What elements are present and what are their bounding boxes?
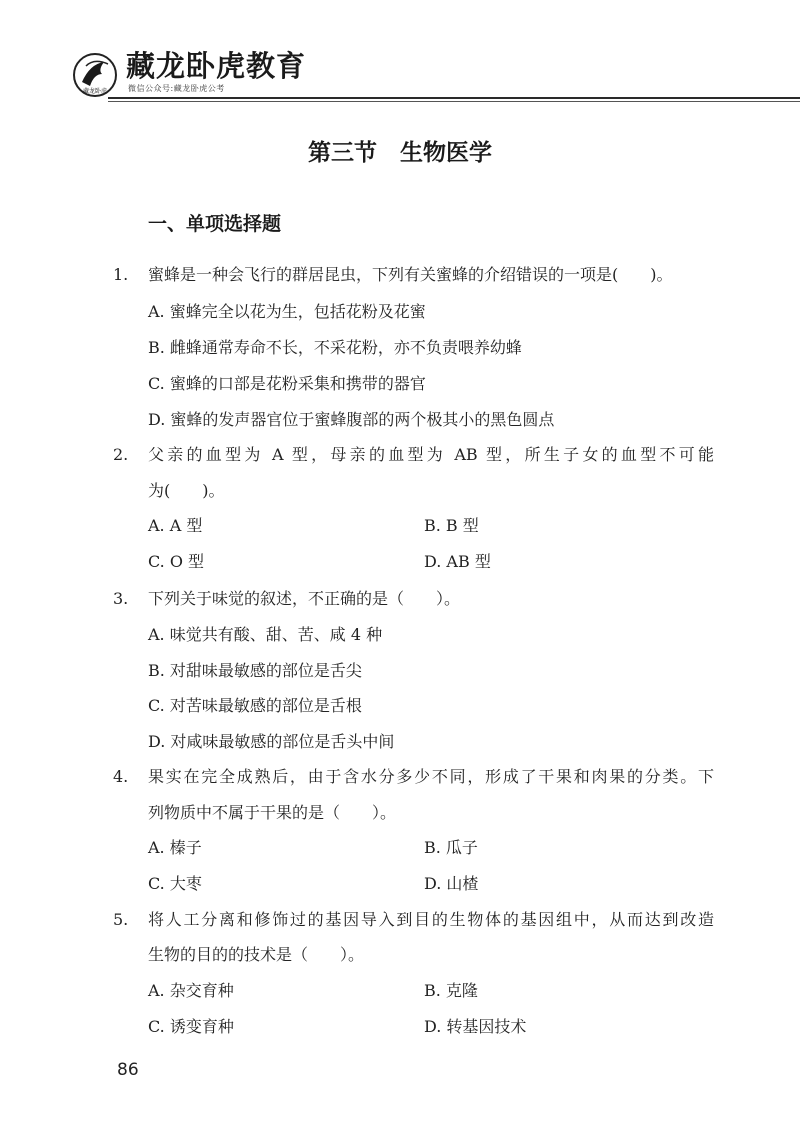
question-number: 5. — [113, 910, 129, 929]
question-text: 下列关于味觉的叙述，不正确的是（ ）。 — [148, 589, 461, 608]
option-c: C. 诱变育种 — [148, 1017, 234, 1036]
option-a: A. 榛子 — [148, 838, 202, 857]
option-a: A. A 型 — [148, 516, 203, 535]
question-number: 3. — [113, 589, 129, 608]
header-rule — [108, 97, 800, 99]
question-text-cont: 为( )。 — [148, 481, 225, 500]
question-number: 2. — [113, 445, 129, 464]
question-text: 将人工分离和修饰过的基因导入到目的生物体的基因组中，从而达到改造 — [148, 910, 714, 929]
option-c: C. O 型 — [148, 552, 205, 571]
option-b: B. B 型 — [424, 516, 479, 535]
question-number: 4. — [113, 767, 129, 786]
option-d: D. 对咸味最敏感的部位是舌头中间 — [148, 732, 395, 751]
option-c: C. 蜜蜂的口部是花粉采集和携带的器官 — [148, 374, 426, 393]
question-text-cont: 列物质中不属于干果的是（ ）。 — [148, 803, 397, 822]
option-c: C. 大枣 — [148, 874, 202, 893]
option-a: A. 蜜蜂完全以花为生，包括花粉及花蜜 — [148, 302, 426, 321]
question-text: 父亲的血型为 A 型，母亲的血型为 AB 型，所生子女的血型不可能 — [148, 445, 714, 464]
page-header — [0, 0, 800, 100]
option-c: C. 对苦味最敏感的部位是舌根 — [148, 696, 362, 715]
question-number: 1. — [113, 265, 129, 284]
brand-name: 藏龙卧虎教育 — [126, 49, 307, 83]
option-d: D. 山楂 — [424, 874, 479, 893]
option-d: D. 转基因技术 — [424, 1017, 527, 1036]
logo-caption: 藏龙卧虎 — [82, 88, 108, 95]
section-title: 第三节 生物医学 — [308, 140, 492, 166]
option-b: B. 克隆 — [424, 981, 478, 1000]
question-text: 蜜蜂是一种会飞行的群居昆虫，下列有关蜜蜂的介绍错误的一项是( )。 — [148, 265, 673, 284]
option-a: A. 杂交育种 — [148, 981, 234, 1000]
brand-tagline: 微信公众号:藏龙卧虎公考 — [128, 84, 225, 93]
option-d: D. 蜜蜂的发声器官位于蜜蜂腹部的两个极其小的黑色圆点 — [148, 410, 555, 429]
option-b: B. 雌蜂通常寿命不长，不采花粉，亦不负责喂养幼蜂 — [148, 338, 522, 357]
logo-bird-icon — [72, 52, 118, 98]
option-d: D. AB 型 — [424, 552, 491, 571]
header-rule-thin — [108, 101, 800, 102]
page-number: 86 — [117, 1060, 139, 1080]
option-a: A. 味觉共有酸、甜、苦、咸 4 种 — [148, 625, 383, 644]
question-text-cont: 生物的目的的技术是（ ）。 — [148, 945, 365, 964]
sub-title: 一、单项选择题 — [148, 213, 282, 235]
question-text: 果实在完全成熟后，由于含水分多少不同，形成了干果和肉果的分类。下 — [148, 767, 714, 786]
option-b: B. 瓜子 — [424, 838, 478, 857]
option-b: B. 对甜味最敏感的部位是舌尖 — [148, 661, 362, 680]
